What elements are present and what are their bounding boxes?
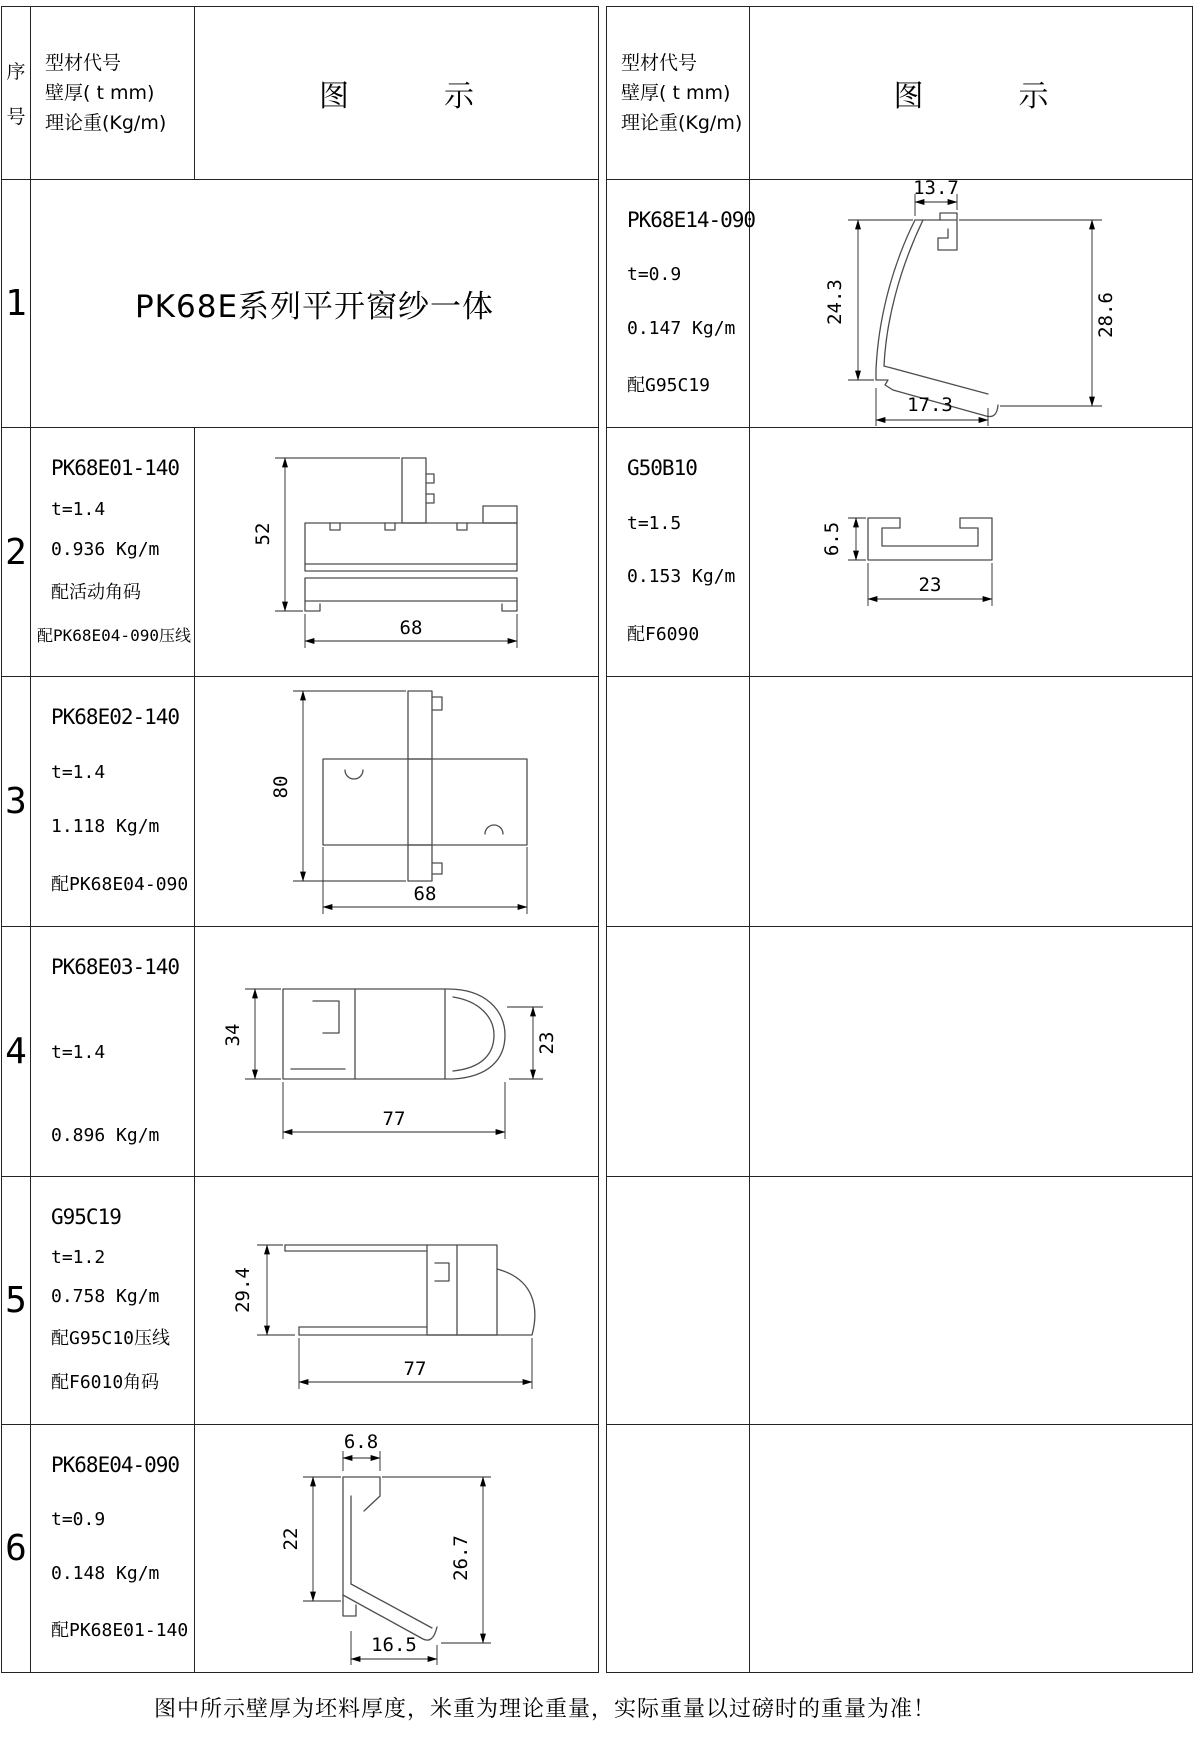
- profile-code: PK68E04-090: [51, 1453, 180, 1477]
- dim-label-height-right: 23: [536, 1031, 558, 1055]
- right-row1-diagram: [750, 180, 1193, 428]
- dim-label-height-right: 26.7: [450, 1535, 472, 1581]
- row4-diagram: [195, 927, 599, 1177]
- profile-spec: 配F6090: [627, 623, 700, 645]
- right-row2-info: [607, 428, 750, 677]
- header-diagram-column-left: [195, 7, 599, 180]
- right-row6-info-empty: [607, 1425, 750, 1673]
- dim-label-height-left: 34: [222, 1023, 244, 1047]
- dimensions: [222, 989, 558, 1139]
- header-index-column: [2, 7, 31, 180]
- dim-label-width: 16.5: [371, 1634, 417, 1656]
- dimensions: [821, 518, 992, 606]
- row5-number: [2, 1177, 31, 1425]
- right-row3-diagram-empty: [750, 677, 1193, 927]
- right-row5-diagram-empty: [750, 1177, 1193, 1425]
- dim-label-width: 68: [399, 617, 423, 639]
- header-info-line: 型材代号: [621, 52, 698, 74]
- profile-spec: 配G95C19: [627, 374, 711, 396]
- profile-drawing-g95c19: [195, 1177, 599, 1427]
- dim-label-height-left: 24.3: [824, 279, 846, 325]
- row6-info: [31, 1425, 195, 1673]
- profile-spec: t=0.9: [51, 1509, 106, 1531]
- header-info-column-left: [31, 7, 195, 180]
- profile-spec: 配PK68E04-090: [51, 874, 189, 895]
- row-number-text: 3: [5, 781, 27, 822]
- series-title: PK68E系列平开窗纱一体: [134, 289, 495, 325]
- row-number-text: 4: [5, 1031, 27, 1072]
- left-table: [1, 6, 599, 1673]
- right-row3-info-empty: [607, 677, 750, 927]
- profile-code: PK68E03-140: [51, 955, 180, 979]
- diagram-label-right-char: 示: [444, 79, 474, 114]
- dimensions: [232, 1245, 532, 1389]
- series-title-cell: [31, 180, 599, 428]
- dim-label-height: 52: [252, 522, 274, 546]
- profile-outline: [305, 458, 517, 611]
- row5-info: [31, 1177, 195, 1425]
- row3-diagram: [195, 677, 599, 927]
- dim-label-height-right: 28.6: [1095, 292, 1117, 338]
- header-diagram-column-right: [750, 7, 1193, 180]
- profile-drawing-pk68e04-090: [195, 1425, 599, 1673]
- profile-spec: 配PK68E04-090压线: [37, 626, 191, 645]
- dim-label-width: 77: [403, 1358, 427, 1380]
- row-number-text: 1: [5, 283, 27, 324]
- row4-info: [31, 927, 195, 1177]
- right-row4-diagram-empty: [750, 927, 1193, 1177]
- row2-info: [31, 428, 195, 677]
- profile-drawing-pk68e03-140: [195, 927, 599, 1177]
- profile-spec: t=0.9: [627, 264, 682, 286]
- profile-spec: t=1.4: [51, 762, 106, 783]
- dimensions: [252, 458, 517, 648]
- profile-spec: 0.153 Kg/m: [627, 566, 736, 588]
- header-info-line: 壁厚( t mm): [621, 82, 731, 104]
- profile-spec: 0.147 Kg/m: [627, 317, 736, 339]
- right-row5-info-empty: [607, 1177, 750, 1425]
- row2-diagram: [195, 428, 599, 677]
- diagram-label-right-char: 示: [1018, 79, 1049, 114]
- row1-number: [2, 180, 31, 428]
- right-table: [606, 6, 1193, 1673]
- footer-note: 图中所示壁厚为坯料厚度，米重为理论重量，实际重量以过磅时的重量为准！: [153, 1697, 936, 1722]
- row6-diagram: [195, 1425, 599, 1673]
- header-info-line: 壁厚( t mm): [45, 82, 155, 104]
- diagram-label-left-char: 图: [893, 79, 924, 114]
- profile-outline: [323, 691, 527, 881]
- profile-code: PK68E14-090: [627, 208, 756, 232]
- right-row2-diagram: [750, 428, 1193, 677]
- profile-spec: 0.758 Kg/m: [51, 1285, 160, 1307]
- dimensions: [280, 1431, 491, 1665]
- header-info-column-right: [607, 7, 750, 180]
- profile-drawing-g50b10: [750, 428, 1193, 677]
- row2-number: [2, 428, 31, 677]
- row-number-text: 2: [5, 531, 27, 573]
- profile-drawing-pk68e01-140: [195, 428, 599, 676]
- dim-label-width: 68: [413, 883, 437, 905]
- profile-spec: 配F6010角码: [51, 1372, 160, 1393]
- right-row4-info-empty: [607, 927, 750, 1177]
- profile-spec: t=1.4: [51, 498, 106, 520]
- header-info-line: 型材代号: [45, 52, 122, 74]
- dim-label-height: 80: [270, 775, 292, 799]
- row6-number: [2, 1425, 31, 1673]
- profile-outline: [343, 1477, 437, 1640]
- profile-outline: [283, 989, 505, 1079]
- profile-spec: t=1.2: [51, 1246, 106, 1268]
- profile-spec: 0.896 Kg/m: [51, 1125, 160, 1146]
- row-number-text: 6: [5, 1528, 27, 1569]
- header-index-char-1: 序: [6, 61, 26, 83]
- profile-code: PK68E02-140: [51, 705, 180, 729]
- header-info-line: 理论重(Kg/m): [621, 112, 743, 134]
- profile-spec: 0.936 Kg/m: [51, 538, 160, 560]
- profile-spec: t=1.5: [627, 512, 682, 534]
- right-row6-diagram-empty: [750, 1425, 1193, 1673]
- profile-spec: t=1.4: [51, 1041, 106, 1063]
- row-number-text: 5: [5, 1280, 27, 1321]
- profile-spec: 配G95C10压线: [51, 1328, 171, 1350]
- profile-drawing-pk68e02-140: [195, 677, 599, 926]
- profile-outline: [876, 213, 998, 417]
- right-row1-info: [607, 180, 756, 428]
- profile-spec: 1.118 Kg/m: [51, 816, 160, 837]
- dim-label-height-left: 22: [280, 1527, 302, 1551]
- profile-spec: 0.148 Kg/m: [51, 1562, 160, 1584]
- profile-code: PK68E01-140: [51, 456, 180, 480]
- dim-label-height: 6.5: [821, 521, 843, 557]
- row3-number: [2, 677, 31, 927]
- profile-code: G95C19: [51, 1205, 121, 1229]
- profile-outline: [285, 1245, 535, 1335]
- row3-info: [31, 677, 195, 927]
- dim-label-top: 6.8: [343, 1431, 379, 1453]
- profile-spec: 配活动角码: [51, 582, 141, 604]
- dimensions: [270, 691, 527, 914]
- profile-drawing-pk68e14-090: [750, 180, 1193, 428]
- profile-outline: [868, 518, 992, 560]
- row4-number: [2, 927, 31, 1177]
- profile-code: G50B10: [627, 456, 697, 480]
- dim-label-width: 23: [918, 574, 942, 596]
- row5-diagram: [195, 1177, 599, 1425]
- header-index-char-2: 号: [6, 106, 26, 128]
- diagram-label-left-char: 图: [319, 79, 349, 114]
- dim-label-height: 29.4: [232, 1267, 254, 1313]
- header-info-line: 理论重(Kg/m): [45, 112, 167, 134]
- dim-label-top: 13.7: [913, 180, 959, 199]
- dim-label-width: 17.3: [907, 394, 953, 416]
- profile-spec: 配PK68E01-140: [51, 1619, 189, 1641]
- dim-label-width: 77: [382, 1108, 406, 1130]
